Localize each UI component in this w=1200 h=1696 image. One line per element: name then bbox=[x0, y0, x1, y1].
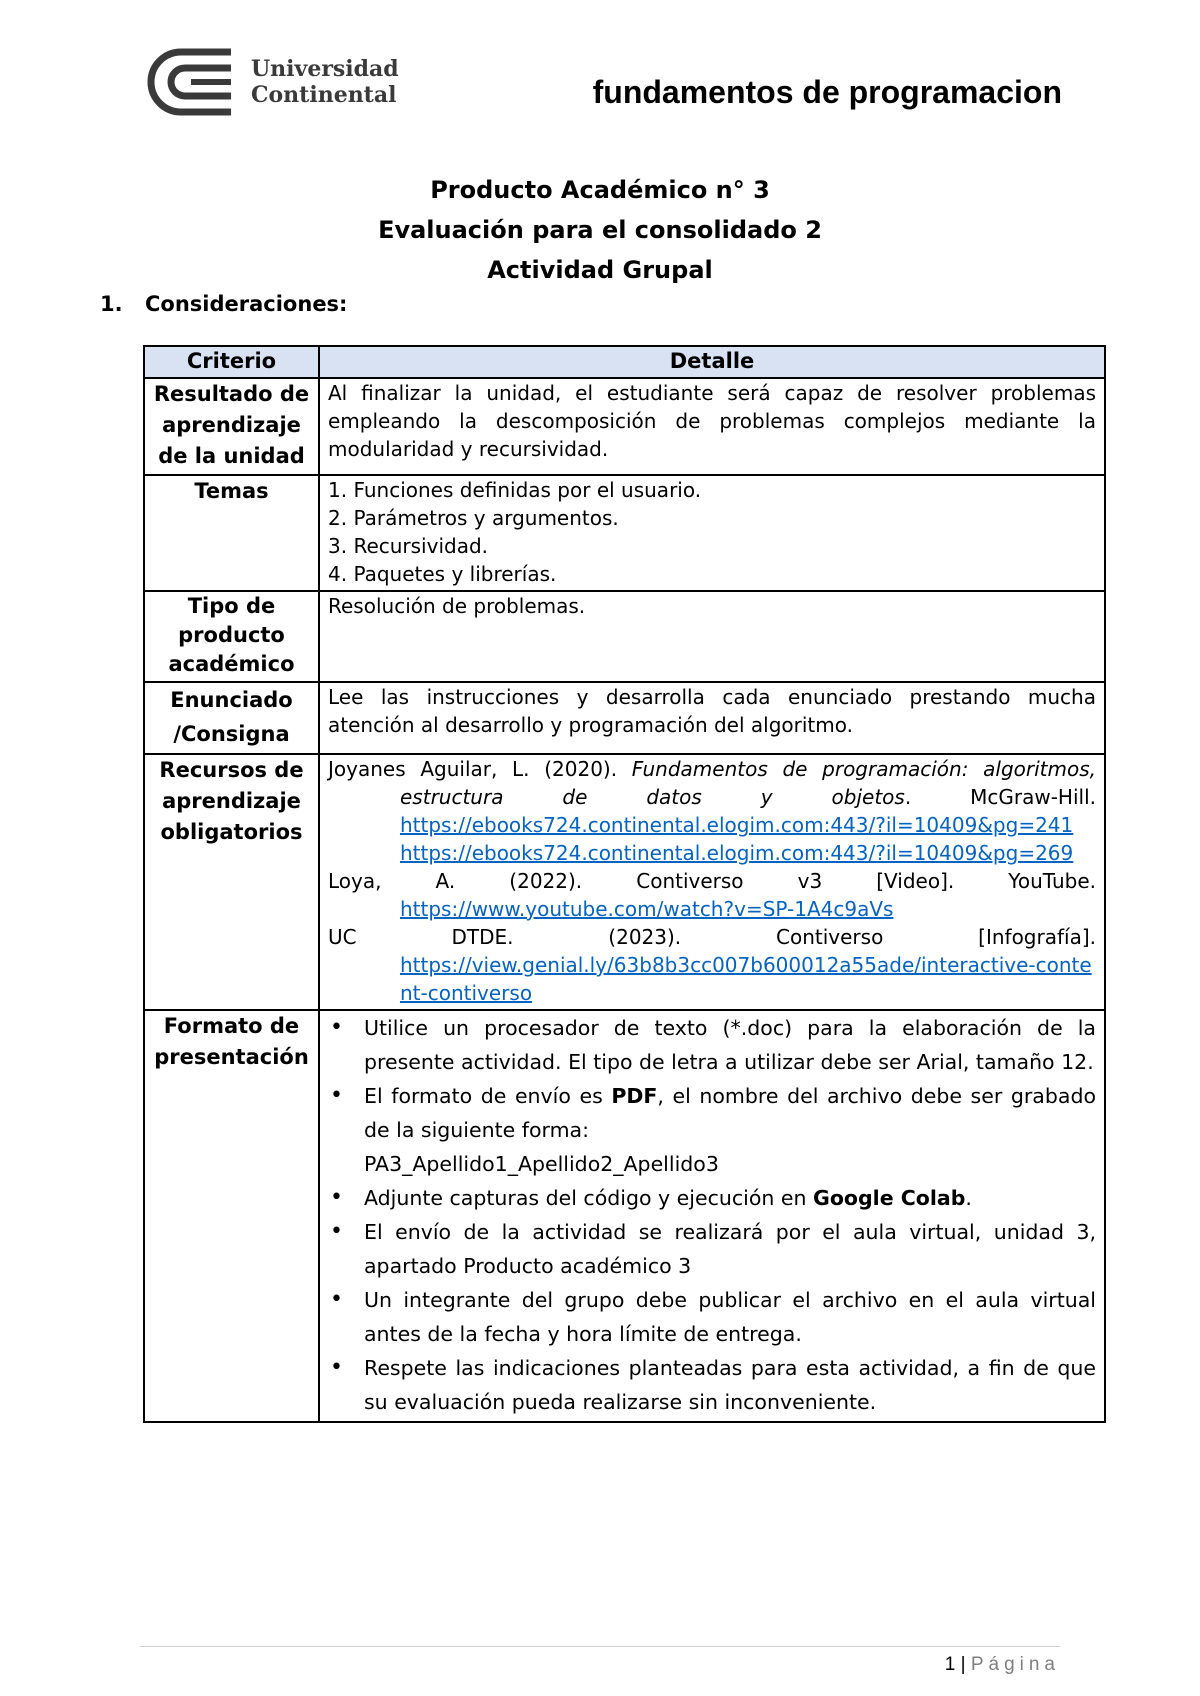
tema-item: 1. Funciones definidas por el usuario. bbox=[328, 478, 702, 502]
logo-line-1: Universidad bbox=[251, 56, 399, 82]
ref1-link-2[interactable]: https://ebooks724.continental.elogim.com:443/?il=10409&pg=269 bbox=[400, 841, 1074, 865]
considerations-table bbox=[143, 345, 1106, 1423]
table-row bbox=[144, 378, 1105, 475]
list-item: • Un integrante del grupo debe publicar el archivo en el aula virtual antes de la fecha y hora límite de entrega. bbox=[364, 1283, 1096, 1351]
reference-2: Loya, A. (2022). Contiverso v3 [Video]. YouTube. bbox=[328, 869, 1096, 893]
table-row bbox=[144, 682, 1105, 754]
list-item: • El envío de la actividad se realizará por el aula virtual, unidad 3, apartado Producto académico 3 bbox=[364, 1215, 1096, 1283]
table-row bbox=[144, 475, 1105, 591]
section-label: Consideraciones: bbox=[145, 292, 348, 316]
list-item: • Utilice un procesador de texto (*.doc) para la elaboración de la presente actividad. El tipo de letra a utilizar debe ser Arial, tamaño 12. bbox=[364, 1011, 1096, 1079]
table-header-row bbox=[144, 346, 1105, 378]
criterio-cell: Tipo de producto académico bbox=[144, 591, 319, 682]
course-title: fundamentos de programacion bbox=[592, 74, 1062, 110]
ref2-link[interactable]: https://www.youtube.com/watch?v=SP-1A4c9aVs bbox=[400, 897, 894, 921]
detalle-cell bbox=[319, 754, 1105, 1010]
title-line-1: Producto Académico n° 3 bbox=[430, 176, 770, 204]
list-item: • El formato de envío es PDF, el nombre del archivo debe ser grabado de la siguiente forma: PA3_Apellido1_Apellido2_Apellido3 bbox=[364, 1079, 1096, 1181]
list-item: • Adjunte capturas del código y ejecución en Google Colab. bbox=[364, 1181, 1096, 1215]
header-criterio: Criterio bbox=[144, 346, 319, 378]
footer-separator: | bbox=[960, 1654, 966, 1675]
ref1-publisher: . McGraw-Hill. bbox=[904, 785, 1096, 809]
ref1-link-1[interactable]: https://ebooks724.continental.elogim.com:443/?il=10409&pg=241 bbox=[400, 813, 1074, 837]
page-label: Página bbox=[970, 1654, 1060, 1675]
detalle-cell bbox=[319, 475, 1105, 591]
tema-item: 3. Recursividad. bbox=[328, 534, 489, 558]
tema-item: 4. Paquetes y librerías. bbox=[328, 562, 557, 586]
detalle-cell: Al finalizar la unidad, el estudiante será capaz de resolver problemas empleando la descomposición de problemas complejos mediante la modularidad y recursividad. bbox=[319, 378, 1105, 475]
continental-logo-icon bbox=[145, 46, 235, 118]
ref3-link[interactable]: https://view.genial.ly/63b8b3cc007b600012a55ade/interactive-content-contiverso bbox=[400, 953, 1092, 1005]
tema-item: 2. Parámetros y argumentos. bbox=[328, 506, 619, 530]
university-logo bbox=[145, 46, 399, 118]
logo-wordmark bbox=[251, 56, 399, 108]
criterio-cell: Enunciado /Consigna bbox=[144, 682, 319, 754]
page-number: 1 bbox=[944, 1654, 956, 1675]
detalle-cell bbox=[319, 1010, 1105, 1422]
detalle-cell: Resolución de problemas. bbox=[319, 591, 1105, 682]
table-row bbox=[144, 1010, 1105, 1422]
criterio-cell: Resultado de aprendizaje de la unidad bbox=[144, 378, 319, 475]
section-heading bbox=[100, 292, 347, 316]
file-name-format: PA3_Apellido1_Apellido2_Apellido3 bbox=[364, 1152, 719, 1176]
page-footer bbox=[945, 1654, 1060, 1676]
logo-line-2: Continental bbox=[251, 82, 397, 108]
document-titles bbox=[0, 170, 1200, 290]
section-number: 1. bbox=[100, 292, 123, 316]
title-line-3: Actividad Grupal bbox=[487, 256, 713, 284]
ref1-title: Fundamentos de programación: algoritmos, estructura de datos y objetos bbox=[400, 757, 1096, 809]
list-item: • Respete las indicaciones planteadas para esta actividad, a fin de que su evaluación pueda realizarse sin inconveniente. bbox=[364, 1351, 1096, 1419]
footer-divider bbox=[140, 1646, 1060, 1647]
table-row bbox=[144, 591, 1105, 682]
format-bullets bbox=[328, 1011, 1096, 1419]
reference-1 bbox=[328, 755, 1096, 811]
title-line-2: Evaluación para el consolidado 2 bbox=[378, 216, 822, 244]
detalle-cell: Lee las instrucciones y desarrolla cada enunciado prestando mucha atención al desarrollo y programación del algoritmo. bbox=[319, 682, 1105, 754]
criterio-cell: Formato de presentación bbox=[144, 1010, 319, 1422]
criterio-cell: Temas bbox=[144, 475, 319, 591]
header-detalle: Detalle bbox=[319, 346, 1105, 378]
criterio-cell: Recursos de aprendizaje obligatorios bbox=[144, 754, 319, 1010]
ref1-links bbox=[328, 811, 1096, 867]
ref1-author: Joyanes Aguilar, L. (2020). bbox=[328, 757, 632, 781]
reference-3: UC DTDE. (2023). Contiverso [Infografía]. bbox=[328, 925, 1096, 949]
table-row bbox=[144, 754, 1105, 1010]
